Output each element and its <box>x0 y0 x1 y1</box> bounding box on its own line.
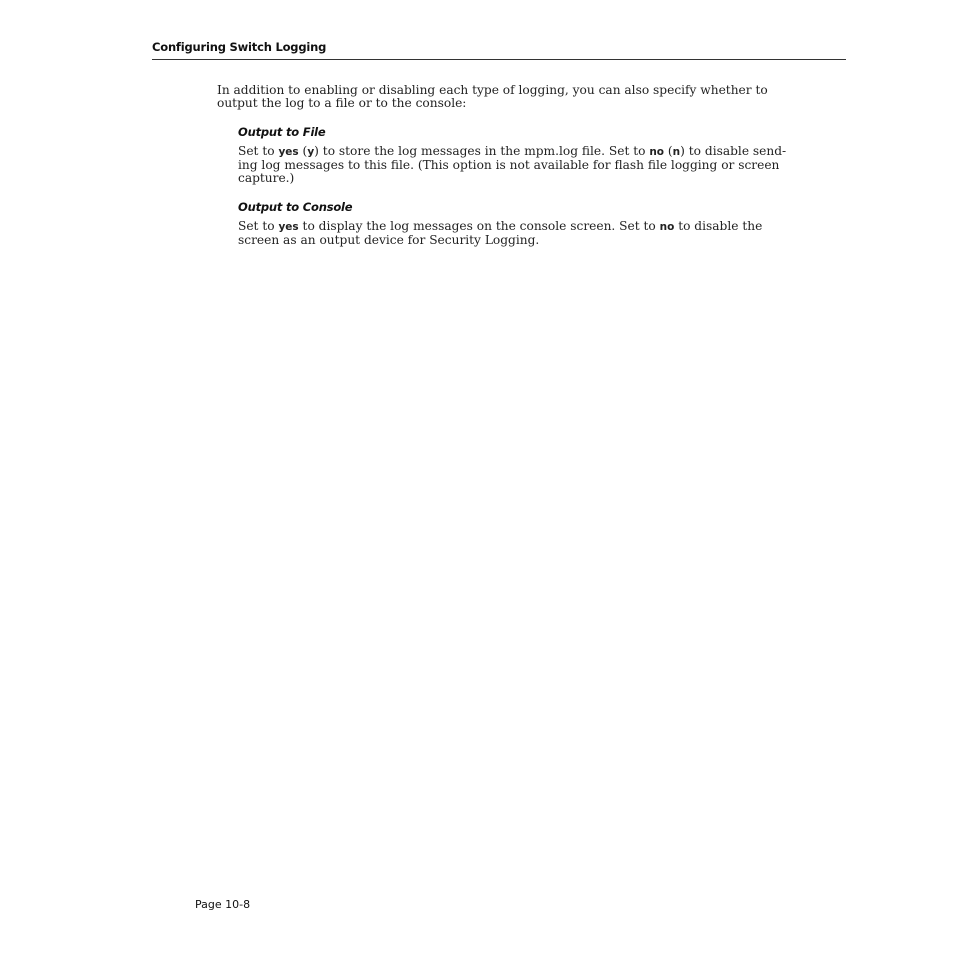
paragraph-line <box>238 219 763 234</box>
paragraph-line: capture.) <box>238 171 295 186</box>
keyword-no: no <box>659 221 675 233</box>
header-rule <box>152 59 846 60</box>
paragraph-line: screen as an output device for Security Logging. <box>238 233 540 248</box>
text-run: Set to <box>238 144 279 158</box>
text-run: ) to disable send- <box>680 144 787 158</box>
intro-paragraph <box>217 83 768 111</box>
running-header-title: Configuring Switch Logging <box>152 40 327 54</box>
keyword-yes: yes <box>278 221 299 233</box>
intro-line: In addition to enabling or disabling each type of logging, you can also specify whether to <box>217 83 768 97</box>
text-run: to disable the <box>674 219 763 233</box>
paragraph-line <box>238 144 787 159</box>
keyword-no: no <box>649 146 665 158</box>
intro-line: output the log to a file or to the console: <box>217 96 467 111</box>
output-to-console-paragraph <box>238 219 763 248</box>
text-run: ( <box>664 144 673 158</box>
output-to-file-paragraph <box>238 144 787 186</box>
keyword-n: n <box>672 146 681 158</box>
keyword-yes: yes <box>278 146 299 158</box>
text-run: ) to store the log messages in the mpm.log file. Set to <box>314 144 650 158</box>
section-heading-output-to-file: Output to File <box>238 125 326 139</box>
section-heading-output-to-console: Output to Console <box>238 200 353 214</box>
paragraph-line: ing log messages to this file. (This option is not available for flash file logging or screen <box>238 158 780 173</box>
text-run: to display the log messages on the console screen. Set to <box>298 219 660 233</box>
keyword-y: y <box>307 146 315 158</box>
text-run: ( <box>298 144 308 158</box>
page-number: Page 10-8 <box>195 898 251 911</box>
text-run: Set to <box>238 219 279 233</box>
